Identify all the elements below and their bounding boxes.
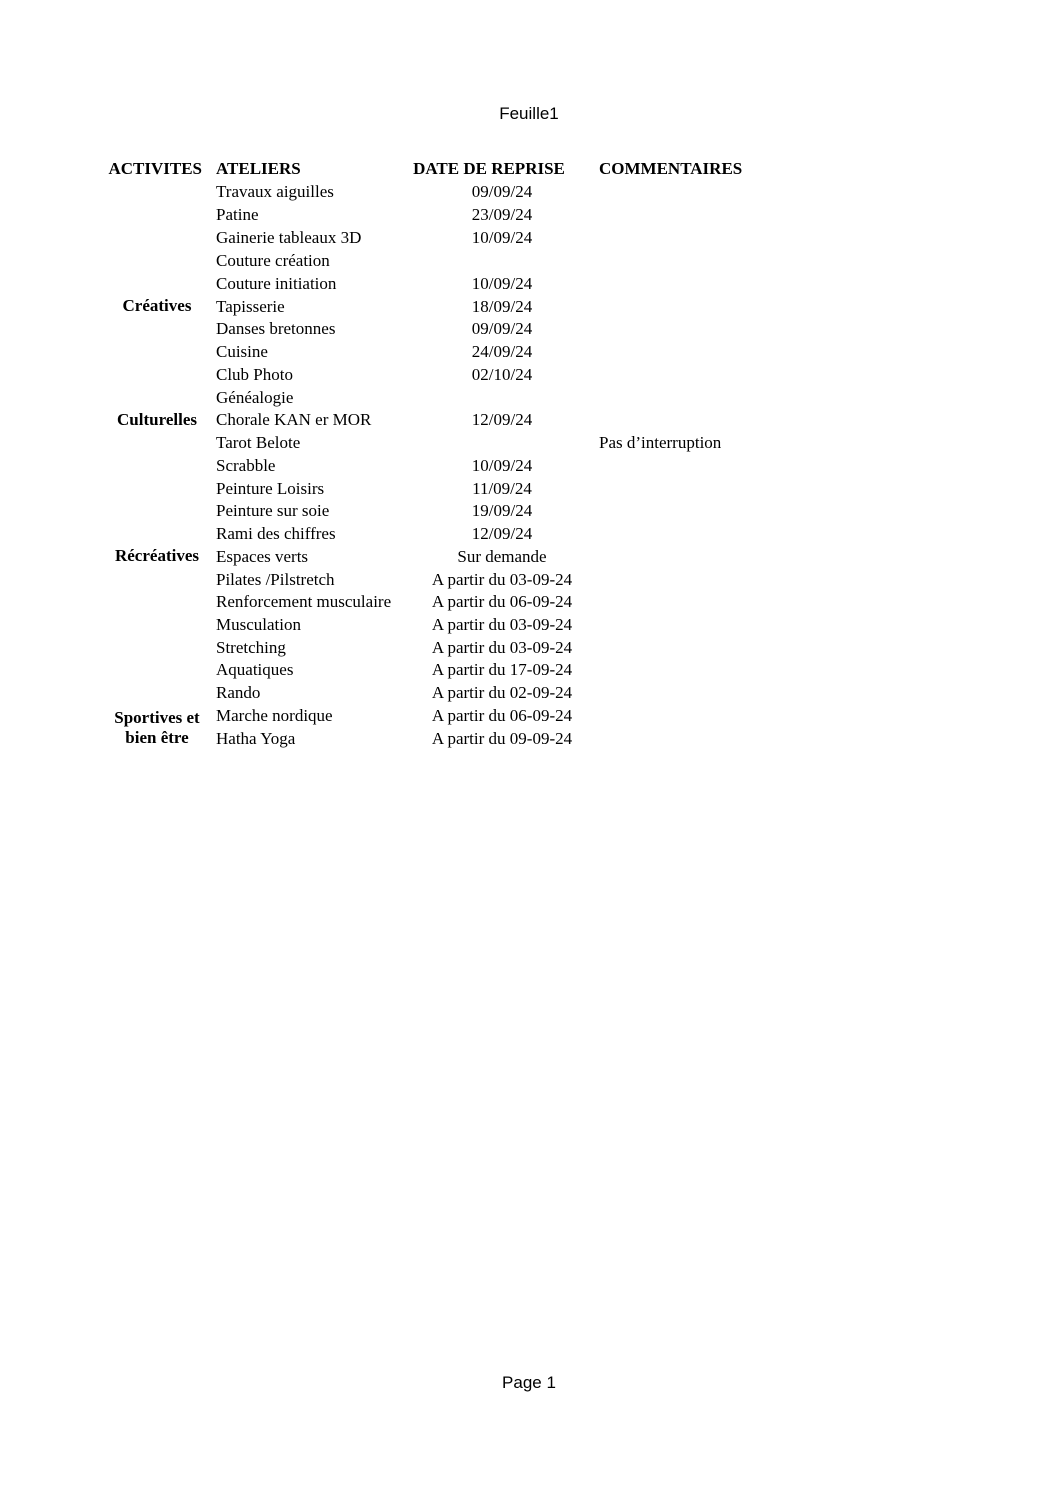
- category-culturelles: Culturelles: [117, 410, 197, 429]
- atelier-cell: Couture création: [216, 251, 330, 270]
- atelier-cell: Danses bretonnes: [216, 319, 336, 338]
- date-cell: A partir du 17-09-24: [431, 660, 573, 679]
- table-row: [0, 522, 1058, 545]
- date-cell: 12/09/24: [471, 524, 533, 543]
- comment-cell: Pas d’interruption: [599, 433, 722, 452]
- date-cell: A partir du 02-09-24: [431, 683, 573, 702]
- header-date-reprise: DATE DE REPRISE: [413, 159, 565, 178]
- atelier-cell: Pilates /Pilstretch: [216, 570, 335, 589]
- atelier-cell: Cuisine: [216, 342, 268, 361]
- table-row: [0, 477, 1058, 500]
- atelier-cell: Aquatiques: [216, 660, 294, 679]
- date-cell: 12/09/24: [471, 410, 533, 429]
- table-row: [0, 249, 1058, 272]
- date-cell: A partir du 03-09-24: [431, 638, 573, 657]
- date-cell: A partir du 06-09-24: [431, 706, 573, 725]
- table-row: [0, 340, 1058, 363]
- date-cell: 09/09/24: [471, 319, 533, 338]
- table-row: [0, 431, 1058, 454]
- category-recreatives: Récréatives: [114, 546, 199, 565]
- category-sportives-line2: bien être: [125, 728, 189, 747]
- atelier-cell: Rando: [216, 683, 261, 702]
- category-creatives: Créatives: [122, 296, 192, 315]
- atelier-cell: Tarot Belote: [216, 433, 301, 452]
- table-row: [0, 386, 1058, 409]
- table-row: [0, 613, 1058, 636]
- table-row: [0, 681, 1058, 704]
- atelier-cell: Gainerie tableaux 3D: [216, 228, 362, 247]
- date-cell: 10/09/24: [471, 228, 533, 247]
- atelier-cell: Rami des chiffres: [216, 524, 336, 543]
- atelier-cell: Club Photo: [216, 365, 293, 384]
- date-cell: 18/09/24: [471, 297, 533, 316]
- table-row: [0, 658, 1058, 681]
- atelier-cell: Marche nordique: [216, 706, 333, 725]
- atelier-cell: Travaux aiguilles: [216, 182, 334, 201]
- table-row: [0, 499, 1058, 522]
- date-cell: 24/09/24: [471, 342, 533, 361]
- date-cell: 10/09/24: [471, 456, 533, 475]
- date-cell: A partir du 06-09-24: [431, 592, 573, 611]
- atelier-cell: Renforcement musculaire: [216, 592, 392, 611]
- date-cell: 10/09/24: [471, 274, 533, 293]
- category-sportives-line1: Sportives et: [114, 708, 200, 727]
- table-row: [0, 226, 1058, 249]
- atelier-cell: Tapisserie: [216, 297, 285, 316]
- header-ateliers: ATELIERS: [216, 159, 301, 178]
- date-cell: A partir du 09-09-24: [431, 729, 573, 748]
- atelier-cell: Chorale KAN er MOR: [216, 410, 372, 429]
- date-cell: 02/10/24: [471, 365, 533, 384]
- atelier-cell: Patine: [216, 205, 259, 224]
- date-cell: 19/09/24: [471, 501, 533, 520]
- table-row: [0, 636, 1058, 659]
- atelier-cell: Stretching: [216, 638, 286, 657]
- date-cell: A partir du 03-09-24: [431, 570, 573, 589]
- atelier-cell: Peinture Loisirs: [216, 479, 325, 498]
- page-footer: Page 1: [502, 1373, 556, 1392]
- table-row: [0, 363, 1058, 386]
- date-cell: 09/09/24: [471, 182, 533, 201]
- atelier-cell: Peinture sur soie: [216, 501, 330, 520]
- date-cell: Sur demande: [457, 547, 547, 566]
- atelier-cell: Musculation: [216, 615, 301, 634]
- table-row: [0, 180, 1058, 203]
- atelier-cell: Généalogie: [216, 388, 294, 407]
- table-header-row: [0, 157, 1058, 180]
- atelier-cell: Scrabble: [216, 456, 276, 475]
- table-row: [0, 568, 1058, 591]
- table-row: [0, 454, 1058, 477]
- header-commentaires: COMMENTAIRES: [599, 159, 743, 178]
- atelier-cell: Couture initiation: [216, 274, 337, 293]
- date-cell: A partir du 03-09-24: [431, 615, 573, 634]
- table-row: [0, 203, 1058, 226]
- date-cell: 23/09/24: [471, 205, 533, 224]
- table-row: [0, 317, 1058, 340]
- table-row: [0, 272, 1058, 295]
- header-activites: ACTIVITES: [108, 159, 202, 178]
- atelier-cell: Hatha Yoga: [216, 729, 296, 748]
- atelier-cell: Espaces verts: [216, 547, 309, 566]
- table-row: [0, 590, 1058, 613]
- sheet-title: Feuille1: [499, 104, 559, 123]
- date-cell: 11/09/24: [472, 479, 532, 498]
